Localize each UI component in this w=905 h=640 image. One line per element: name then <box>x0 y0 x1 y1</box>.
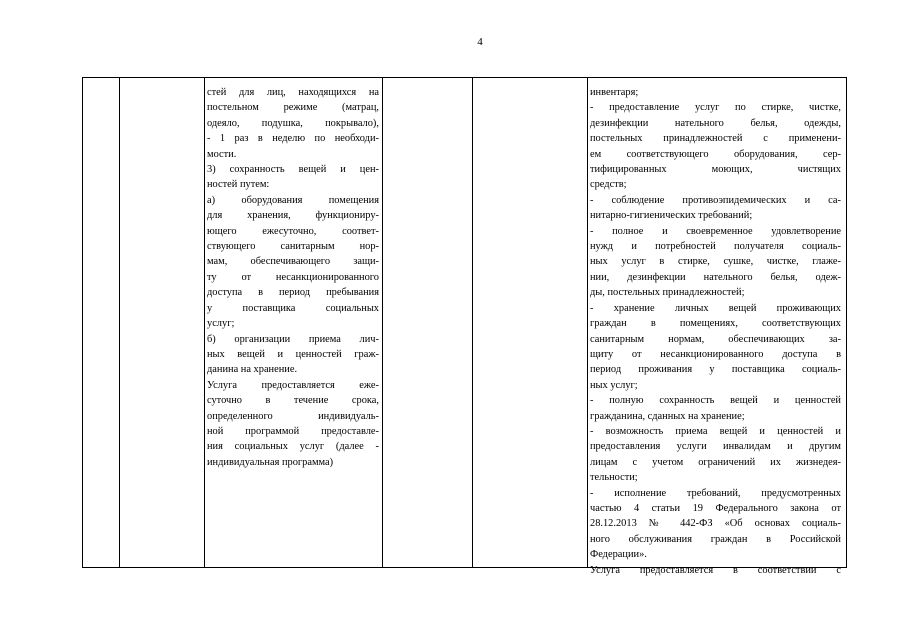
text-line: ствующего санитарным нор- <box>207 241 379 253</box>
text-line: для хранения, функциониру- <box>207 210 379 222</box>
text-line: ностей путем: <box>207 179 270 191</box>
text-line: индивидуальная программа) <box>207 456 334 468</box>
text-line: ного обслуживания граждан в Российской <box>590 533 841 545</box>
text-line: ем соответствующего оборудования, сер- <box>590 148 841 160</box>
text-line: ющего ежесуточно, соответ- <box>207 225 379 237</box>
text-line: ды, постельных принадлежностей; <box>590 287 745 299</box>
text-line: ту от несанкционированного <box>207 271 379 283</box>
text-line: услуг; <box>207 318 235 330</box>
text-line: инвентаря; <box>590 87 639 98</box>
table-top-border <box>82 77 847 78</box>
text-line: - 1 раз в неделю по необходи- <box>207 133 379 145</box>
column-border <box>587 77 588 568</box>
text-line: доступа в период пребывания <box>207 287 379 299</box>
text-line: ных вещей и ценностей граж- <box>207 348 379 360</box>
text-line: гражданина, сданных на хранение; <box>590 410 745 422</box>
text-line: лицам с учетом ограничений их жизнедея- <box>590 456 841 468</box>
column-border <box>82 77 83 568</box>
service-description-cell <box>207 85 379 470</box>
column-border <box>382 77 383 568</box>
text-line: - возможность приема вещей и ценностей и <box>590 425 841 437</box>
text-line: 28.12.2013 № 442-ФЗ «Об основах социаль- <box>590 518 841 530</box>
text-line: - полную сохранность вещей и ценностей <box>590 395 841 407</box>
text-line: а) оборудования помещения <box>207 194 379 206</box>
text-line: одеяло, подушка, покрывало), <box>207 117 379 129</box>
text-line: предоставления услуги инвалидам и другим <box>590 441 841 453</box>
text-line: ных услуг; <box>590 379 638 391</box>
text-line: тельности; <box>590 472 638 484</box>
text-line: стей для лиц, находящихся на <box>207 87 379 98</box>
text-line: определенного индивидуаль- <box>207 410 379 422</box>
text-line: ния социальных услуг (далее - <box>207 441 379 453</box>
text-line: нужд и потребностей получателя социаль- <box>590 241 841 253</box>
quality-indicators-cell <box>590 85 841 578</box>
text-line: тифицированных моющих, чистящих <box>590 164 841 176</box>
text-line: щиту от несанкционированного доступа в <box>590 348 841 360</box>
text-line: суточно в течение срока, <box>207 395 379 407</box>
text-line: - предоставление услуг по стирке, чистке, <box>590 102 841 114</box>
text-line: санитарным нормам, обеспечивающих за- <box>590 333 841 345</box>
column-border <box>472 77 473 568</box>
text-line: б) организации приема лич- <box>207 333 379 345</box>
text-line: Услуга предоставляется еже- <box>207 379 379 391</box>
text-line: период проживания у поставщика социаль- <box>590 364 841 376</box>
text-line: мости. <box>207 148 237 160</box>
text-line: Услуга предоставляется в соответствии с <box>590 564 841 576</box>
text-line: граждан в помещениях, соответствующих <box>590 318 841 330</box>
text-line: - исполнение требований, предусмотренных <box>590 487 841 499</box>
text-line: средств; <box>590 179 627 191</box>
text-line: нии, дезинфекции нательного белья, одеж- <box>590 271 841 283</box>
text-line: - хранение личных вещей проживающих <box>590 302 841 314</box>
text-line: частью 4 статьи 19 Федерального закона от <box>590 502 841 514</box>
column-border <box>204 77 205 568</box>
column-border <box>119 77 120 568</box>
text-line: дезинфекции нательного белья, одежды, <box>590 117 841 129</box>
text-line: 3) сохранность вещей и цен- <box>207 164 379 176</box>
text-line: у поставщика социальных <box>207 302 379 314</box>
text-line: ной программой предоставле- <box>207 425 379 437</box>
text-line: Федерации». <box>590 549 647 561</box>
text-line: постельных принадлежностей с применени- <box>590 133 841 145</box>
text-line: постельном режиме (матрац, <box>207 102 379 114</box>
text-line: данина на хранение. <box>207 364 298 376</box>
page-number: 4 <box>477 36 483 48</box>
column-border <box>846 77 847 568</box>
text-line: нитарно-гигиенических требований; <box>590 210 753 222</box>
text-line: мам, обеспечивающего защи- <box>207 256 379 268</box>
text-line: - полное и своевременное удовлетворение <box>590 225 841 237</box>
services-table <box>82 77 847 576</box>
text-line: ных услуг в стирке, сушке, чистке, глаже- <box>590 256 841 268</box>
text-line: - соблюдение противоэпидемических и са- <box>590 194 841 206</box>
